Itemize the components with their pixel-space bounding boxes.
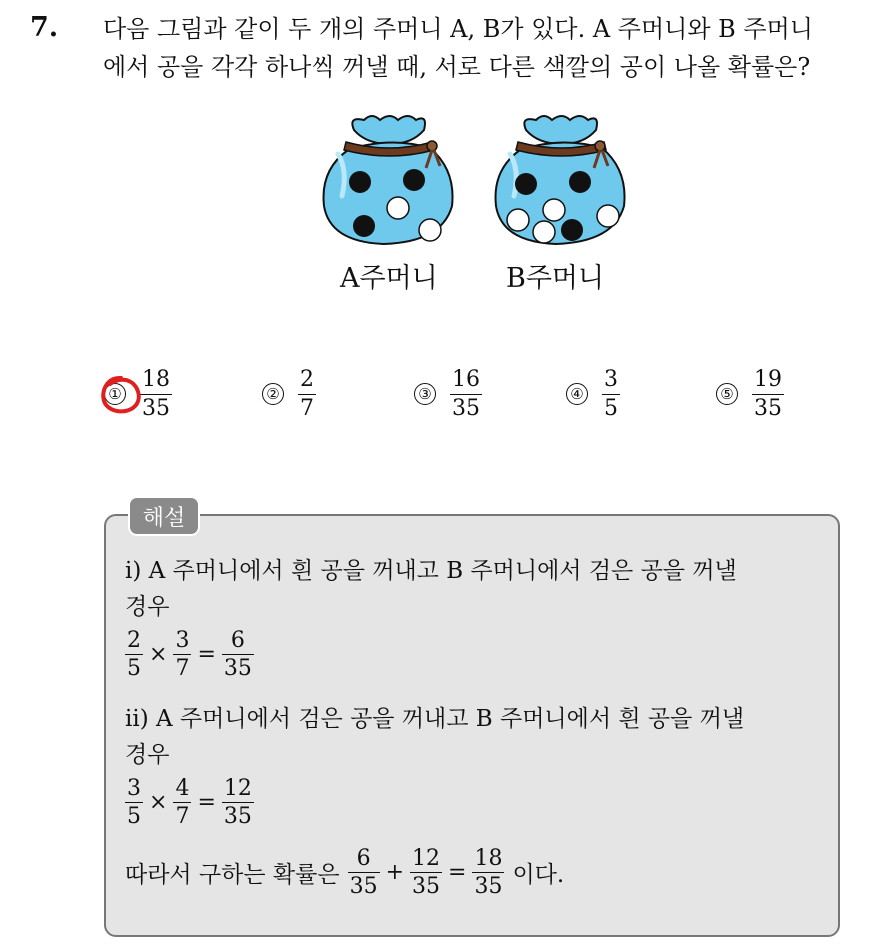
pouch-a-label: A주머니 [340, 263, 438, 294]
numerator: 2 [300, 367, 314, 393]
fraction: $\frac{3}{7}$ [175, 628, 190, 682]
question-line-1: 다음 그림과 같이 두 개의 주머니 A, B가 있다. A 주머니와 B 주머니 [103, 15, 813, 43]
fraction: $\frac{6}{35}$ [349, 846, 378, 900]
choice-5[interactable] [716, 362, 784, 426]
choice-number: ② [262, 383, 284, 405]
final-prefix: 따라서 구하는 확률은 [125, 862, 340, 889]
denominator: 35 [142, 395, 170, 421]
final-answer-line [125, 846, 564, 900]
solution-tag: 해설 [128, 496, 200, 536]
answer-choices [104, 362, 804, 432]
choice-number: ⑤ [716, 383, 738, 405]
choice-number: ④ [566, 383, 588, 405]
fraction: $\frac{18}{35}$ [474, 846, 503, 900]
question-number: 7. [30, 12, 59, 43]
choice-number: ① [104, 383, 126, 405]
case-2-text: ⅱ) A 주머니에서 검은 공을 꺼내고 B 주머니에서 흰 공을 꺼낼 [125, 706, 745, 732]
pouch-b-label: B주머니 [506, 263, 605, 294]
question-line-2: 에서 공을 각각 하나씩 꺼낼 때, 서로 다른 색깔의 공이 나올 확률은? [103, 53, 811, 81]
choice-fraction [450, 367, 482, 421]
choice-fraction [752, 367, 784, 421]
fraction: $\frac{4}{7}$ [175, 776, 190, 830]
fraction: $\frac{6}{35}$ [223, 628, 252, 682]
choice-fraction [602, 367, 620, 421]
fraction: $\frac{2}{5}$ [127, 628, 141, 682]
numerator: 16 [452, 367, 480, 393]
denominator: 35 [452, 395, 480, 421]
answer-mark-icon [98, 371, 144, 417]
choice-1[interactable] [104, 362, 172, 426]
numerator: 3 [604, 367, 618, 393]
numerator: 18 [142, 367, 170, 393]
denominator: 7 [300, 395, 314, 421]
choice-2[interactable] [262, 362, 316, 426]
choice-fraction [140, 367, 172, 421]
pouch-figure [318, 110, 648, 300]
equals-sign: = [448, 860, 467, 886]
numerator: 19 [754, 367, 782, 393]
choice-4[interactable] [566, 362, 620, 426]
choice-number: ③ [414, 383, 436, 405]
case-2-text-2: 경우 [125, 742, 170, 768]
times-sign: × [149, 790, 168, 816]
fraction: $\frac{12}{35}$ [412, 846, 441, 900]
equals-sign: = [197, 642, 216, 668]
case-1-text: ⅰ) A 주머니에서 흰 공을 꺼내고 B 주머니에서 검은 공을 꺼낼 [125, 558, 737, 584]
denominator: 5 [604, 395, 618, 421]
choice-3[interactable] [414, 362, 482, 426]
question-text [103, 10, 873, 86]
denominator: 35 [754, 395, 782, 421]
case-1-text-2: 경우 [125, 594, 170, 620]
case-1-equation [125, 628, 254, 682]
fraction: $\frac{3}{5}$ [127, 776, 141, 830]
choice-fraction [298, 367, 316, 421]
fraction: $\frac{12}{35}$ [223, 776, 252, 830]
case-2-equation [125, 776, 254, 830]
times-sign: × [149, 642, 168, 668]
pouch-b-illustration [496, 116, 625, 244]
plus-sign: + [385, 860, 405, 886]
pouch-a-illustration [324, 116, 453, 244]
equals-sign: = [197, 790, 216, 816]
final-suffix: 이다. [512, 862, 565, 889]
